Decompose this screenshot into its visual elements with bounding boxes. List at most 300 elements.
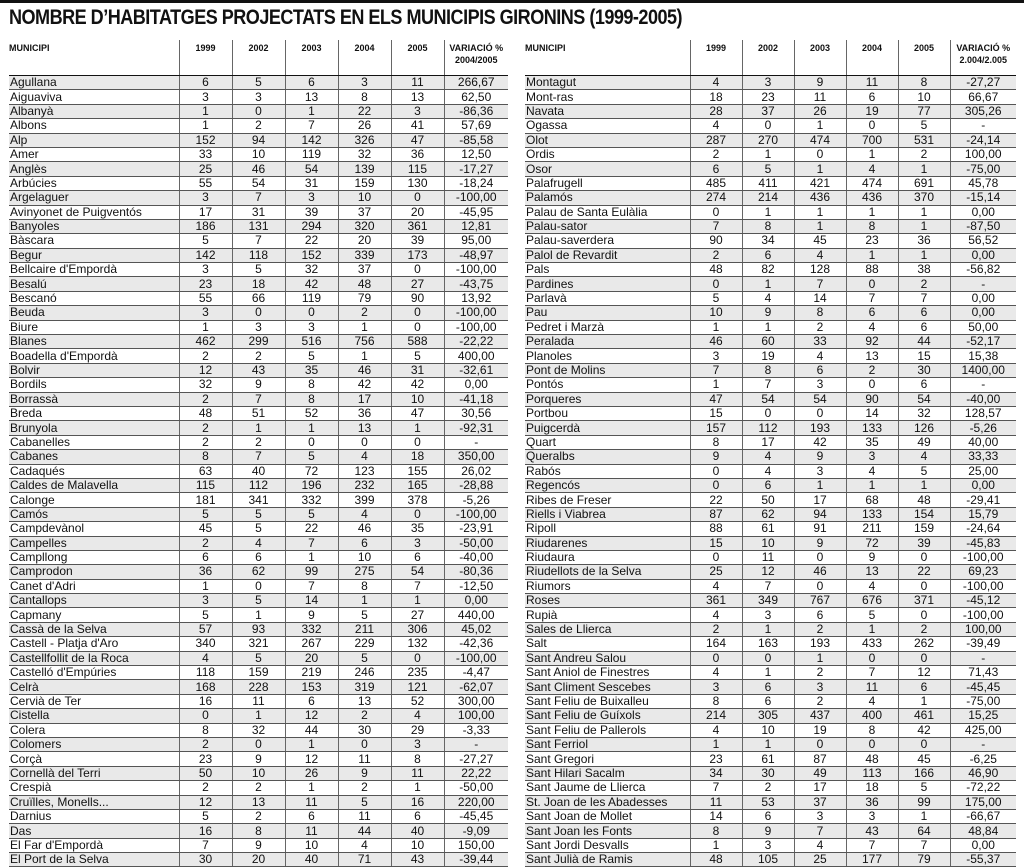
- table-row: [525, 478, 1016, 492]
- cell-2005: 1: [898, 478, 950, 492]
- cell-2002: 1: [232, 709, 285, 723]
- cell-2002: 3: [232, 90, 285, 104]
- cell-2002: 2: [742, 781, 794, 795]
- cell-2002: 9: [232, 752, 285, 766]
- table-row: [9, 435, 508, 449]
- cell-municipi: Sant Aniol de Finestres: [525, 666, 690, 680]
- table-row: [9, 464, 508, 478]
- cell-variacio: -100,00: [444, 320, 508, 334]
- cell-2004: 13: [846, 349, 898, 363]
- cell-2003: 152: [285, 248, 338, 262]
- cell-municipi: Castell - Platja d'Aro: [9, 637, 179, 651]
- cell-2004: 0: [846, 378, 898, 392]
- cell-variacio: -24,14: [950, 133, 1016, 147]
- cell-2004: 676: [846, 594, 898, 608]
- cell-1999: 2: [179, 781, 232, 795]
- cell-1999: 36: [179, 565, 232, 579]
- cell-variacio: 71,43: [950, 666, 1016, 680]
- cell-municipi: Palau-saverdera: [525, 234, 690, 248]
- cell-2004: 474: [846, 176, 898, 190]
- cell-2002: 3: [742, 76, 794, 90]
- cell-variacio: 425,00: [950, 723, 1016, 737]
- table-row: [525, 709, 1016, 723]
- cell-1999: 485: [690, 176, 742, 190]
- table-row: [525, 191, 1016, 205]
- cell-2003: 196: [285, 478, 338, 492]
- cell-municipi: Pontós: [525, 378, 690, 392]
- cell-2003: 94: [794, 507, 846, 521]
- cell-2004: 1: [338, 320, 391, 334]
- cell-1999: 10: [690, 306, 742, 320]
- cell-1999: 47: [690, 392, 742, 406]
- cell-1999: 5: [690, 291, 742, 305]
- cell-2002: 0: [742, 406, 794, 420]
- cell-2002: 112: [232, 478, 285, 492]
- cell-1999: 22: [690, 493, 742, 507]
- cell-2003: 40: [285, 853, 338, 867]
- cell-2005: 173: [391, 248, 444, 262]
- cell-municipi: Ripoll: [525, 522, 690, 536]
- cell-2005: 38: [898, 263, 950, 277]
- cell-2003: 5: [285, 349, 338, 363]
- cell-2003: 332: [285, 622, 338, 636]
- cell-1999: 0: [690, 464, 742, 478]
- cell-2004: 1: [846, 622, 898, 636]
- cell-2002: 9: [232, 838, 285, 852]
- column-header-2003: 2003: [794, 40, 846, 76]
- cell-2003: 9: [794, 76, 846, 90]
- table-row: [525, 608, 1016, 622]
- cell-2002: 94: [232, 133, 285, 147]
- table-row: [9, 306, 508, 320]
- cell-2002: 61: [742, 522, 794, 536]
- cell-2005: 155: [391, 464, 444, 478]
- cell-2002: 5: [742, 162, 794, 176]
- cell-1999: 3: [179, 191, 232, 205]
- cell-2005: 49: [898, 435, 950, 449]
- cell-2003: 421: [794, 176, 846, 190]
- cell-2003: 474: [794, 133, 846, 147]
- cell-variacio: -92,31: [444, 421, 508, 435]
- table-row: [9, 824, 508, 838]
- cell-2003: 1: [794, 205, 846, 219]
- cell-variacio: -48,97: [444, 248, 508, 262]
- cell-1999: 55: [179, 176, 232, 190]
- cell-municipi: Boadella d'Empordà: [9, 349, 179, 363]
- cell-2005: 35: [391, 522, 444, 536]
- cell-2005: 378: [391, 493, 444, 507]
- cell-municipi: Rupià: [525, 608, 690, 622]
- cell-2003: 153: [285, 680, 338, 694]
- cell-2003: 1: [285, 104, 338, 118]
- cell-2004: 2: [846, 363, 898, 377]
- cell-2005: 27: [391, 277, 444, 291]
- cell-2003: 7: [285, 536, 338, 550]
- cell-2004: 211: [338, 622, 391, 636]
- cell-2003: 119: [285, 147, 338, 161]
- cell-municipi: Canet d'Adri: [9, 579, 179, 593]
- cell-2003: 20: [285, 651, 338, 665]
- cell-2003: 9: [794, 536, 846, 550]
- cell-variacio: 12,50: [444, 147, 508, 161]
- column-header-municipi: MUNICIPI: [9, 40, 179, 76]
- cell-variacio: 0,00: [950, 248, 1016, 262]
- cell-2005: 132: [391, 637, 444, 651]
- cell-1999: 181: [179, 493, 232, 507]
- cell-2005: 43: [391, 853, 444, 867]
- cell-variacio: 33,33: [950, 450, 1016, 464]
- cell-2002: 11: [742, 550, 794, 564]
- cell-2003: 767: [794, 594, 846, 608]
- cell-2002: 66: [232, 291, 285, 305]
- cell-1999: 14: [690, 809, 742, 823]
- cell-variacio: 13,92: [444, 291, 508, 305]
- cell-variacio: -: [950, 651, 1016, 665]
- cell-1999: 1: [179, 579, 232, 593]
- cell-municipi: Palau-sator: [525, 219, 690, 233]
- table-row: [525, 694, 1016, 708]
- cell-variacio: -18,24: [444, 176, 508, 190]
- cell-2002: 10: [742, 536, 794, 550]
- cell-variacio: -43,75: [444, 277, 508, 291]
- cell-municipi: Sant Feliu de Buixalleu: [525, 694, 690, 708]
- cell-2005: 6: [391, 809, 444, 823]
- cell-2003: 0: [285, 435, 338, 449]
- cell-2004: 46: [338, 522, 391, 536]
- cell-2003: 7: [285, 119, 338, 133]
- table-row: [525, 76, 1016, 90]
- cell-2005: 40: [391, 824, 444, 838]
- cell-2005: 0: [391, 320, 444, 334]
- table-row: [525, 263, 1016, 277]
- cell-2003: 11: [285, 824, 338, 838]
- table-row: [9, 450, 508, 464]
- cell-1999: 2: [179, 421, 232, 435]
- cell-2004: 123: [338, 464, 391, 478]
- cell-2003: 4: [794, 349, 846, 363]
- table-row: [525, 363, 1016, 377]
- cell-2002: 10: [232, 766, 285, 780]
- cell-variacio: -50,00: [444, 536, 508, 550]
- cell-variacio: 62,50: [444, 90, 508, 104]
- cell-variacio: 15,25: [950, 709, 1016, 723]
- cell-2005: 0: [391, 651, 444, 665]
- cell-2002: 7: [742, 579, 794, 593]
- cell-municipi: Sant Andreu Salou: [525, 651, 690, 665]
- cell-2003: 3: [285, 320, 338, 334]
- cell-2005: 5: [898, 119, 950, 133]
- cell-variacio: 25,00: [950, 464, 1016, 478]
- cell-variacio: 57,69: [444, 119, 508, 133]
- cell-2003: 294: [285, 219, 338, 233]
- table-row: [9, 809, 508, 823]
- cell-1999: 23: [690, 752, 742, 766]
- cell-2002: 214: [742, 191, 794, 205]
- cell-2005: 44: [898, 335, 950, 349]
- cell-2005: 4: [898, 450, 950, 464]
- table-row: [9, 594, 508, 608]
- table-row: [9, 421, 508, 435]
- cell-2002: 6: [742, 809, 794, 823]
- cell-variacio: 26,02: [444, 464, 508, 478]
- cell-2002: 411: [742, 176, 794, 190]
- cell-2005: 47: [391, 133, 444, 147]
- cell-2005: 39: [391, 234, 444, 248]
- cell-2003: 9: [285, 608, 338, 622]
- cell-1999: 361: [690, 594, 742, 608]
- table-row: [525, 133, 1016, 147]
- cell-2002: 1: [742, 320, 794, 334]
- cell-2005: 39: [898, 536, 950, 550]
- column-header-2003: 2003: [285, 40, 338, 76]
- cell-municipi: Cadaqués: [9, 464, 179, 478]
- cell-2005: 1: [391, 781, 444, 795]
- cell-1999: 1: [690, 737, 742, 751]
- cell-2003: 9: [794, 450, 846, 464]
- table-row: [525, 493, 1016, 507]
- table-row: [9, 651, 508, 665]
- cell-1999: 7: [690, 781, 742, 795]
- cell-variacio: -45,95: [444, 205, 508, 219]
- cell-2005: 32: [898, 406, 950, 420]
- cell-variacio: 50,00: [950, 320, 1016, 334]
- cell-2002: 40: [232, 464, 285, 478]
- cell-2005: 6: [898, 306, 950, 320]
- cell-variacio: 100,00: [950, 147, 1016, 161]
- cell-2003: 39: [285, 205, 338, 219]
- cell-1999: 8: [179, 450, 232, 464]
- cell-2004: 11: [338, 809, 391, 823]
- cell-variacio: -40,00: [444, 550, 508, 564]
- cell-1999: 33: [179, 147, 232, 161]
- cell-2003: 128: [794, 263, 846, 277]
- cell-1999: 0: [690, 478, 742, 492]
- cell-2002: 8: [742, 219, 794, 233]
- cell-variacio: 0,00: [950, 478, 1016, 492]
- cell-2002: 6: [742, 248, 794, 262]
- cell-2003: 436: [794, 191, 846, 205]
- cell-variacio: -55,37: [950, 853, 1016, 867]
- cell-2003: 0: [285, 306, 338, 320]
- cell-municipi: Sant Ferriol: [525, 737, 690, 751]
- cell-1999: 0: [690, 205, 742, 219]
- cell-variacio: 266,67: [444, 76, 508, 90]
- cell-2002: 349: [742, 594, 794, 608]
- cell-2004: 319: [338, 680, 391, 694]
- cell-1999: 8: [690, 824, 742, 838]
- cell-variacio: 300,00: [444, 694, 508, 708]
- cell-2005: 235: [391, 666, 444, 680]
- cell-2003: 0: [794, 579, 846, 593]
- cell-2005: 0: [391, 306, 444, 320]
- cell-2002: 7: [232, 191, 285, 205]
- cell-2005: 6: [391, 550, 444, 564]
- cell-municipi: Salt: [525, 637, 690, 651]
- cell-2005: 12: [898, 666, 950, 680]
- cell-2002: 1: [742, 737, 794, 751]
- cell-2003: 0: [794, 737, 846, 751]
- cell-variacio: -45,83: [950, 536, 1016, 550]
- table-row: [9, 263, 508, 277]
- table-row: [9, 119, 508, 133]
- cell-variacio: -85,58: [444, 133, 508, 147]
- table-row: [9, 191, 508, 205]
- cell-2004: 36: [338, 406, 391, 420]
- cell-2004: 6: [338, 536, 391, 550]
- table-row: [9, 478, 508, 492]
- cell-2003: 2: [794, 622, 846, 636]
- table-row: [9, 608, 508, 622]
- cell-2002: 1: [742, 147, 794, 161]
- cell-2003: 72: [285, 464, 338, 478]
- cell-1999: 3: [690, 349, 742, 363]
- cell-2003: 3: [794, 809, 846, 823]
- table-row: [9, 550, 508, 564]
- table-row: [525, 450, 1016, 464]
- cell-municipi: Cantallops: [9, 594, 179, 608]
- cell-2004: 10: [338, 191, 391, 205]
- cell-2005: 5: [898, 464, 950, 478]
- cell-municipi: Pedret i Marzà: [525, 320, 690, 334]
- cell-2003: 46: [794, 565, 846, 579]
- cell-variacio: 12,81: [444, 219, 508, 233]
- cell-variacio: -32,61: [444, 363, 508, 377]
- cell-2002: 12: [742, 565, 794, 579]
- cell-municipi: Pardines: [525, 277, 690, 291]
- cell-2002: 5: [232, 76, 285, 90]
- cell-2002: 19: [742, 349, 794, 363]
- table-row: [525, 507, 1016, 521]
- table-row: [525, 464, 1016, 478]
- cell-2003: 3: [794, 464, 846, 478]
- cell-2002: 6: [742, 694, 794, 708]
- table-row: [9, 781, 508, 795]
- cell-1999: 1: [179, 320, 232, 334]
- cell-1999: 142: [179, 248, 232, 262]
- cell-1999: 8: [690, 694, 742, 708]
- cell-1999: 4: [690, 119, 742, 133]
- cell-2005: 0: [391, 507, 444, 521]
- cell-municipi: Queralbs: [525, 450, 690, 464]
- cell-2004: 30: [338, 723, 391, 737]
- cell-1999: 12: [179, 363, 232, 377]
- cell-2004: 3: [338, 76, 391, 90]
- cell-2002: 4: [742, 291, 794, 305]
- table-row: [9, 349, 508, 363]
- cell-2003: 44: [285, 723, 338, 737]
- cell-municipi: Quart: [525, 435, 690, 449]
- cell-2002: 13: [232, 795, 285, 809]
- cell-2004: 399: [338, 493, 391, 507]
- table-row: [9, 248, 508, 262]
- cell-2004: 23: [846, 234, 898, 248]
- table-row: [9, 507, 508, 521]
- cell-2004: 326: [338, 133, 391, 147]
- cell-2002: 1: [742, 205, 794, 219]
- cell-2003: 3: [285, 191, 338, 205]
- cell-2005: 5: [391, 349, 444, 363]
- table-row: [9, 493, 508, 507]
- cell-2003: 332: [285, 493, 338, 507]
- cell-2005: 159: [898, 522, 950, 536]
- cell-2003: 3: [794, 378, 846, 392]
- cell-2002: 31: [232, 205, 285, 219]
- cell-variacio: -5,26: [444, 493, 508, 507]
- table-row: [525, 119, 1016, 133]
- cell-2005: 461: [898, 709, 950, 723]
- cell-municipi: Regencós: [525, 478, 690, 492]
- cell-1999: 1: [690, 320, 742, 334]
- cell-municipi: Celrà: [9, 680, 179, 694]
- cell-variacio: 66,67: [950, 90, 1016, 104]
- cell-2002: 1: [742, 277, 794, 291]
- cell-municipi: Castellfollit de la Roca: [9, 651, 179, 665]
- cell-2002: 23: [742, 90, 794, 104]
- cell-2003: 5: [285, 507, 338, 521]
- cell-1999: 4: [690, 723, 742, 737]
- cell-2002: 1: [742, 666, 794, 680]
- cell-2002: 0: [742, 119, 794, 133]
- cell-2005: 13: [391, 90, 444, 104]
- cell-2002: 51: [232, 406, 285, 420]
- cell-2002: 4: [742, 450, 794, 464]
- cell-2003: 1: [285, 737, 338, 751]
- cell-2003: 35: [285, 363, 338, 377]
- cell-2004: 1: [846, 478, 898, 492]
- cell-2005: 306: [391, 622, 444, 636]
- cell-2004: 26: [338, 119, 391, 133]
- cell-2002: 341: [232, 493, 285, 507]
- cell-1999: 1: [690, 378, 742, 392]
- cell-2002: 270: [742, 133, 794, 147]
- cell-1999: 11: [690, 795, 742, 809]
- cell-2004: 4: [846, 579, 898, 593]
- cell-2005: 31: [391, 363, 444, 377]
- table-row: [525, 565, 1016, 579]
- cell-municipi: Sant Climent Sescebes: [525, 680, 690, 694]
- cell-2002: 60: [742, 335, 794, 349]
- cell-2003: 54: [794, 392, 846, 406]
- cell-2004: 48: [338, 277, 391, 291]
- cell-variacio: 40,00: [950, 435, 1016, 449]
- column-header-2005: 2005: [898, 40, 950, 76]
- cell-1999: 25: [690, 565, 742, 579]
- cell-2002: 112: [742, 421, 794, 435]
- cell-municipi: Camprodon: [9, 565, 179, 579]
- cell-variacio: 100,00: [950, 622, 1016, 636]
- table-row: [525, 723, 1016, 737]
- cell-1999: 4: [690, 666, 742, 680]
- table-row: [9, 838, 508, 852]
- cell-municipi: Banyoles: [9, 219, 179, 233]
- table-row: [525, 162, 1016, 176]
- cell-2004: 7: [846, 666, 898, 680]
- cell-2004: 88: [846, 263, 898, 277]
- cell-2004: 3: [846, 450, 898, 464]
- cell-municipi: Cabanes: [9, 450, 179, 464]
- cell-variacio: 22,22: [444, 766, 508, 780]
- cell-2005: 79: [898, 853, 950, 867]
- cell-municipi: Besalú: [9, 277, 179, 291]
- cell-1999: 12: [179, 795, 232, 809]
- table-row: [525, 392, 1016, 406]
- cell-municipi: Begur: [9, 248, 179, 262]
- cell-municipi: Calonge: [9, 493, 179, 507]
- cell-2005: 36: [391, 147, 444, 161]
- cell-variacio: -62,07: [444, 680, 508, 694]
- cell-2003: 119: [285, 291, 338, 305]
- cell-municipi: Osor: [525, 162, 690, 176]
